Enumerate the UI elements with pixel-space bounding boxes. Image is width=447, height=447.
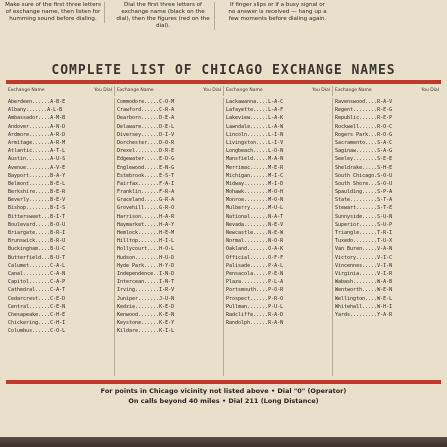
instructions: [0, 0, 447, 55]
list-item: Rockwell......R-O-C: [335, 123, 393, 130]
list-item: Wentworth.....W-E-N: [335, 287, 393, 294]
title-divider: [6, 80, 441, 84]
list-item: Mohawk........M-O-H: [226, 189, 284, 196]
list-item: Calumet.......C-A-L: [8, 262, 66, 269]
list-item: National......N-A-T: [226, 213, 284, 220]
list-item: Juniper.......J-U-N: [117, 295, 175, 302]
list-item: Lawndale......L-A-W: [226, 123, 284, 130]
list-item: Seeley........S-E-E: [335, 156, 393, 163]
list-item: Sacramento....S-A-C: [335, 139, 393, 146]
header-name: Exchange Name: [226, 88, 263, 93]
list-item: Merrimac......M-E-R: [226, 164, 284, 171]
list-item: Andover.......A-N-D: [8, 123, 66, 130]
list-item: Edgewater.....E-D-G: [117, 156, 175, 163]
list-item: Radcliffe.....R-A-D: [226, 311, 284, 318]
list-item: Bayport.......B-A-Y: [8, 172, 66, 179]
header-dial: You Dial: [203, 88, 221, 93]
instruction-1: Make sure of the first three letters of exchange name, then listen for humming sound before dialing.: [2, 2, 105, 23]
list-item: Rogers Park...R-O-G: [335, 131, 393, 138]
list-item: Vincennes.....V-I-N: [335, 262, 393, 269]
list-item: Belmont.......B-E-L: [8, 180, 66, 187]
list-item: Brunswick.....B-R-U: [8, 238, 66, 245]
list-item: Irving........I-R-V: [117, 287, 175, 294]
list-item: Spaulding.....S-P-A: [335, 189, 393, 196]
list-item: Buckingham....B-U-C: [8, 246, 66, 253]
list-item: Central.......C-E-N: [8, 303, 66, 310]
list-item: Keystone......K-E-Y: [117, 320, 175, 327]
list-item: Avenue........A-V-E: [8, 164, 66, 171]
list-item: Butterfield...B-U-T: [8, 254, 66, 261]
list-item: Boulevard.....B-O-U: [8, 221, 66, 228]
list-item: Triangle......T-R-I: [335, 230, 393, 236]
list-item: Pullman.......P-U-L: [226, 303, 284, 310]
list-item: Oakland.......O-A-K: [226, 246, 284, 253]
list-item: Michigan......M-I-C: [226, 172, 284, 179]
exchange-column: [6, 98, 115, 376]
list-item: Graceland.....G-R-A: [117, 197, 175, 204]
exchange-column: [333, 98, 441, 376]
list-item: Tuxedo........T-U-X: [335, 238, 393, 245]
list-item: Saginaw.......S-A-G: [335, 148, 393, 155]
header-name: Exchange Name: [8, 88, 45, 93]
list-item: Palisade......P-A-L: [226, 262, 284, 269]
list-item: Longbeach.....L-O-N: [226, 148, 284, 155]
list-item: State.........S-T-A: [335, 197, 393, 204]
list-item: Randolph......R-A-N: [226, 320, 284, 327]
header-row: [6, 86, 441, 96]
list-item: Official......O-F-F: [226, 254, 284, 261]
header-dial: You Dial: [94, 88, 112, 93]
list-item: Newcastle.....N-E-W: [226, 230, 284, 236]
list-item: Republic......R-E-P: [335, 115, 393, 122]
list-item: Stewart.......S-T-E: [335, 205, 393, 212]
list-item: Kedzie........K-E-D: [117, 303, 175, 310]
list-item: Lakeview......L-A-K: [226, 115, 284, 122]
list-item: Kildare.......K-I-L: [117, 328, 175, 335]
list-item: Nevada........N-E-V: [226, 221, 284, 228]
list-item: Livingston....L-I-V: [226, 139, 284, 146]
list-item: Sheldrake.....S-H-E: [335, 164, 393, 171]
list-item: Estebrook.....E-S-T: [117, 172, 175, 179]
instruction-3: If finger slips or if a busy signal or no answer is received — hang up a few moments before dialing again.: [228, 2, 327, 22]
footnote-operator: For points in Chicago vicinity not listed above • Dial "0" (Operator): [100, 387, 347, 395]
list-item: Briargate.....B-R-I: [8, 230, 66, 236]
header-cell: [224, 86, 333, 96]
footnote-long-distance: On calls beyond 40 miles • Dial 211 (Long Distance): [128, 397, 319, 405]
list-item: Normal........N-O-R: [226, 238, 284, 245]
header-cell: [333, 86, 441, 96]
list-item: Ravenswood....R-A-V: [335, 99, 393, 105]
list-item: Chickering....C-H-I: [8, 320, 66, 327]
list-item: South Shore...S-O-U: [335, 180, 393, 187]
list-item: Hilltop.......H-I-L: [117, 238, 175, 245]
list-item: Monroe........M-O-N: [226, 197, 284, 204]
instruction-2: Dial the first three letters of exchange name (black on the dial), then the figures (red on the dial).: [112, 2, 215, 30]
header-name: Exchange Name: [117, 88, 154, 93]
header-dial: You Dial: [312, 88, 330, 93]
exchange-column: [115, 98, 224, 376]
list-item: Kenwood.......K-E-N: [117, 311, 175, 318]
list-item: Plaza.........P-L-A: [226, 279, 284, 286]
list-item: Chesapeake....C-H-E: [8, 311, 66, 318]
exchange-list: [6, 98, 441, 376]
list-item: Cedarcrest....C-E-D: [8, 295, 66, 302]
list-item: Hudson........H-U-D: [117, 254, 175, 261]
list-item: Wellington....W-E-L: [335, 295, 393, 302]
page-title: COMPLETE LIST OF CHICAGO EXCHANGE NAMES: [51, 63, 396, 78]
list-item: Capitol.......C-A-P: [8, 279, 66, 286]
list-item: Delaware......D-E-L: [117, 123, 175, 130]
list-item: Whitehall.....W-H-I: [335, 303, 393, 310]
header-cell: [115, 86, 224, 96]
list-item: Hyde Park.....H-Y-D: [117, 262, 175, 269]
list-item: Armitage......A-R-M: [8, 139, 66, 146]
list-item: Albany.......A-L-B: [8, 107, 63, 114]
list-item: Bittersweet...B-I-T: [8, 213, 66, 220]
list-item: Mulberry......M-U-L: [226, 205, 284, 212]
list-item: South Chicago.S-O-U: [335, 172, 393, 179]
list-item: Berkshire.....B-E-R: [8, 189, 66, 196]
list-item: Regent........R-E-G: [335, 107, 393, 114]
list-item: Sunnyside.....S-U-N: [335, 213, 393, 220]
list-item: Ardmore.......A-R-D: [8, 131, 66, 138]
list-item: Drexel........D-R-E: [117, 148, 175, 155]
footer-divider: [6, 380, 441, 384]
list-item: Mansfield.....M-A-N: [226, 156, 284, 163]
list-item: Victory.......V-I-C: [335, 254, 393, 261]
list-item: Bishop........B-I-S: [8, 205, 66, 212]
list-item: Beverly.......B-E-V: [8, 197, 66, 204]
list-item: Grovehill.....G-R-O: [117, 205, 175, 212]
header-name: Exchange Name: [335, 88, 372, 93]
list-item: Aberdeen......A-B-E: [8, 99, 66, 105]
list-item: Yards.........Y-A-R: [335, 311, 393, 318]
list-item: Dearborn......D-E-A: [117, 115, 175, 122]
list-item: Atlantic......A-T-L: [8, 148, 66, 155]
background-surface: [0, 437, 447, 447]
list-item: Crawford......C-R-A: [117, 107, 175, 114]
list-item: Englewood.....E-N-G: [117, 164, 175, 171]
list-item: Columbus......C-O-L: [8, 328, 66, 335]
list-item: Commodore.....C-O-M: [117, 99, 175, 105]
list-item: Harrison......H-A-R: [117, 213, 175, 220]
list-item: Lincoln.......L-I-N: [226, 131, 284, 138]
list-item: Prospect......P-R-O: [226, 295, 284, 302]
list-item: Diversey......D-I-V: [117, 131, 175, 138]
list-item: Lafayette.....L-A-F: [226, 107, 284, 114]
list-item: Lackawanna....L-A-C: [226, 99, 284, 105]
list-item: Virginia......V-I-R: [335, 270, 393, 277]
list-item: Austin........A-U-S: [8, 156, 66, 163]
list-item: Hemlock.......H-E-M: [117, 230, 175, 236]
list-item: Midway........M-I-D: [226, 180, 284, 187]
list-item: Portsmouth....P-O-R: [226, 287, 284, 294]
list-item: Intercean.....I-N-T: [117, 279, 175, 286]
list-item: Ambassador....A-M-B: [8, 115, 66, 122]
list-item: Franklin......F-R-A: [117, 189, 175, 196]
list-item: Canal.........C-A-N: [8, 270, 66, 277]
header-dial: You Dial: [421, 88, 439, 93]
list-item: Dorchester....D-O-R: [117, 139, 175, 146]
header-cell: [6, 86, 115, 96]
list-item: Haymarket.....H-A-Y: [117, 221, 175, 228]
list-item: Independence..I-N-D: [117, 270, 175, 277]
list-item: Fairfax.......F-A-I: [117, 180, 175, 187]
list-item: Van Buren.....V-A-N: [335, 246, 393, 253]
list-item: Wabash........W-A-B: [335, 279, 393, 286]
exchange-column: [224, 98, 333, 376]
list-item: Superior......S-U-P: [335, 221, 393, 228]
list-item: Pensacola.....P-E-N: [226, 270, 284, 277]
list-item: Cathedral.....C-A-T: [8, 287, 66, 294]
list-item: Hollycourt....H-O-L: [117, 246, 175, 253]
